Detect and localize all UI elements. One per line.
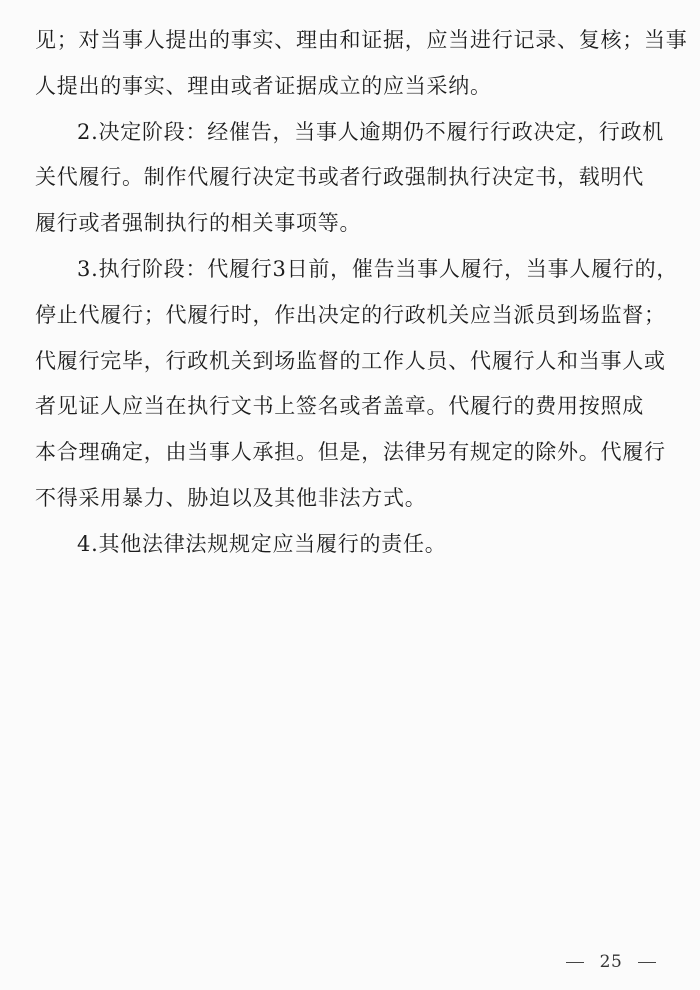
text-line: 关代履行。制作代履行决定书或者行政强制执行决定书，载明代 <box>35 165 644 190</box>
text-line: 者见证人应当在执行文书上签名或者盖章。代履行的费用按照成 <box>35 394 644 419</box>
section-heading-line: 2.决定阶段：经催告，当事人逾期仍不履行行政决定，行政机 <box>77 119 665 144</box>
text-line: 不得采用暴力、胁迫以及其他非法方式。 <box>35 485 427 510</box>
text-line: 履行或者强制执行的相关事项等。 <box>35 211 362 236</box>
section-heading-line: 4.其他法律法规规定应当履行的责任。 <box>77 531 447 556</box>
text-line: 代履行完毕，行政机关到场监督的工作人员、代履行人和当事人或 <box>35 348 666 373</box>
page-number: 25 <box>599 952 623 972</box>
page-number-footer <box>566 950 656 974</box>
left-dash <box>566 962 584 963</box>
section-heading-line: 3.执行阶段：代履行3日前，催告当事人履行，当事人履行的， <box>77 256 679 281</box>
document-body <box>35 18 688 568</box>
text-line: 人提出的事实、理由或者证据成立的应当采纳。 <box>35 73 492 98</box>
text-line: 见；对当事人提出的事实、理由和证据，应当进行记录、复核；当事 <box>35 28 688 52</box>
right-dash <box>638 962 656 963</box>
text-line: 本合理确定，由当事人承担。但是，法律另有规定的除外。代履行 <box>35 440 666 465</box>
text-line: 停止代履行；代履行时，作出决定的行政机关应当派员到场监督； <box>35 302 666 327</box>
